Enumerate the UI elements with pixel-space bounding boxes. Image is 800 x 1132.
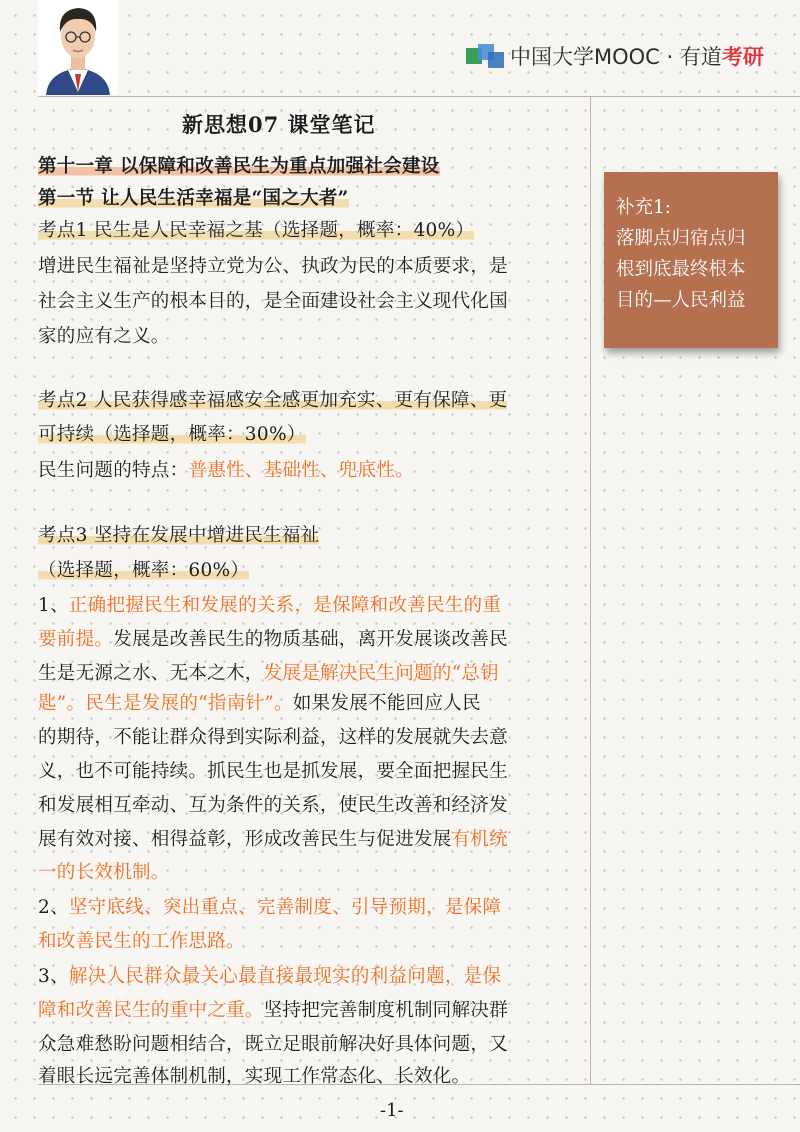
header-divider <box>38 96 800 97</box>
kp1-body-line: 增进民生福祉是坚持立党为公、执政为民的本质要求，是 <box>38 256 509 277</box>
kp3-point1-line: 1、正确把握民生和发展的关系，是保障和改善民生的重 <box>38 595 502 616</box>
logo-text: 中国大学MOOC · 有道考研 <box>510 45 764 69</box>
kp2-title: 考点2 人民获得感幸福感安全感更加充实、更有保障、更 <box>38 390 508 411</box>
kp3-point2-line: 2、坚守底线、突出重点、完善制度、引导预期，是保障 <box>38 897 502 918</box>
chapter-heading: 第十一章 以保障和改善民生为重点加强社会建设 <box>38 156 440 177</box>
kp3-point1-line: 的期待，不能让群众得到实际利益，这样的发展就失去意 <box>38 727 509 748</box>
notes-column-divider <box>590 96 591 1084</box>
page-title: 新思想07 课堂笔记 <box>182 112 376 137</box>
kp3-point3-line: 着眼长远完善体制机制，实现工作常态化、长效化。 <box>38 1066 471 1087</box>
sticky-note <box>604 172 778 348</box>
kp3-point3-line: 3、解决人民群众最关心最直接最现实的利益问题，是保 <box>38 966 502 987</box>
sticky-note-line: 根到底最终根本 <box>616 259 746 280</box>
sticky-note-line: 落脚点归宿点归 <box>616 228 746 249</box>
kp2-body: 民生问题的特点：普惠性、基础性、兜底性。 <box>38 460 415 481</box>
kp3-point2-line: 和改善民生的工作思路。 <box>38 931 245 952</box>
teacher-avatar <box>38 0 118 95</box>
kp2-title-cont: 可持续（选择题，概率：30%） <box>38 424 306 445</box>
kp3-point1-line: 展有效对接、相得益彰，形成改善民生与促进发展有机统 <box>38 829 509 850</box>
kp3-title-cont: （选择题，概率：60%） <box>38 560 250 581</box>
kp3-point1-line: 匙”。民生是发展的“指南针”。如果发展不能回应人民 <box>38 693 481 714</box>
kp3-point3-line: 众急难愁盼问题相结合，既立足眼前解决好具体问题，又 <box>38 1034 509 1055</box>
page-number: -1- <box>380 1100 404 1121</box>
mooc-logo <box>466 40 764 72</box>
kp3-point1-line: 生是无源之水、无本之木，发展是解决民生问题的“总钥 <box>38 663 499 684</box>
kp1-body-line: 家的应有之义。 <box>38 326 170 347</box>
kp3-point3-line: 障和改善民生的重中之重。坚持把完善制度机制同解决群 <box>38 1000 509 1021</box>
kp3-point1-line: 和发展相互牵动、互为条件的关系，使民生改善和经济发 <box>38 795 509 816</box>
section-heading: 第一节 让人民生活幸福是“国之大者” <box>38 188 349 209</box>
sticky-note-line: 目的—人民利益 <box>616 290 746 311</box>
kp3-point1-line: 一的长效机制。 <box>38 862 170 883</box>
kp1-body-line: 社会主义生产的根本目的，是全面建设社会主义现代化国 <box>38 291 509 312</box>
kp1-title: 考点1 民生是人民幸福之基（选择题，概率：40%） <box>38 220 475 241</box>
mooc-logo-icon <box>466 44 504 68</box>
logo-accent: 考研 <box>721 45 764 69</box>
sticky-note-line: 补充1: <box>616 197 672 218</box>
kp3-point1-line: 义，也不可能持续。抓民生也是抓发展，要全面把握民生 <box>38 761 509 782</box>
kp3-title: 考点3 坚持在发展中增进民生福祉 <box>38 525 320 546</box>
kp3-point1-line: 要前提。发展是改善民生的物质基础，离开发展谈改善民 <box>38 629 509 650</box>
